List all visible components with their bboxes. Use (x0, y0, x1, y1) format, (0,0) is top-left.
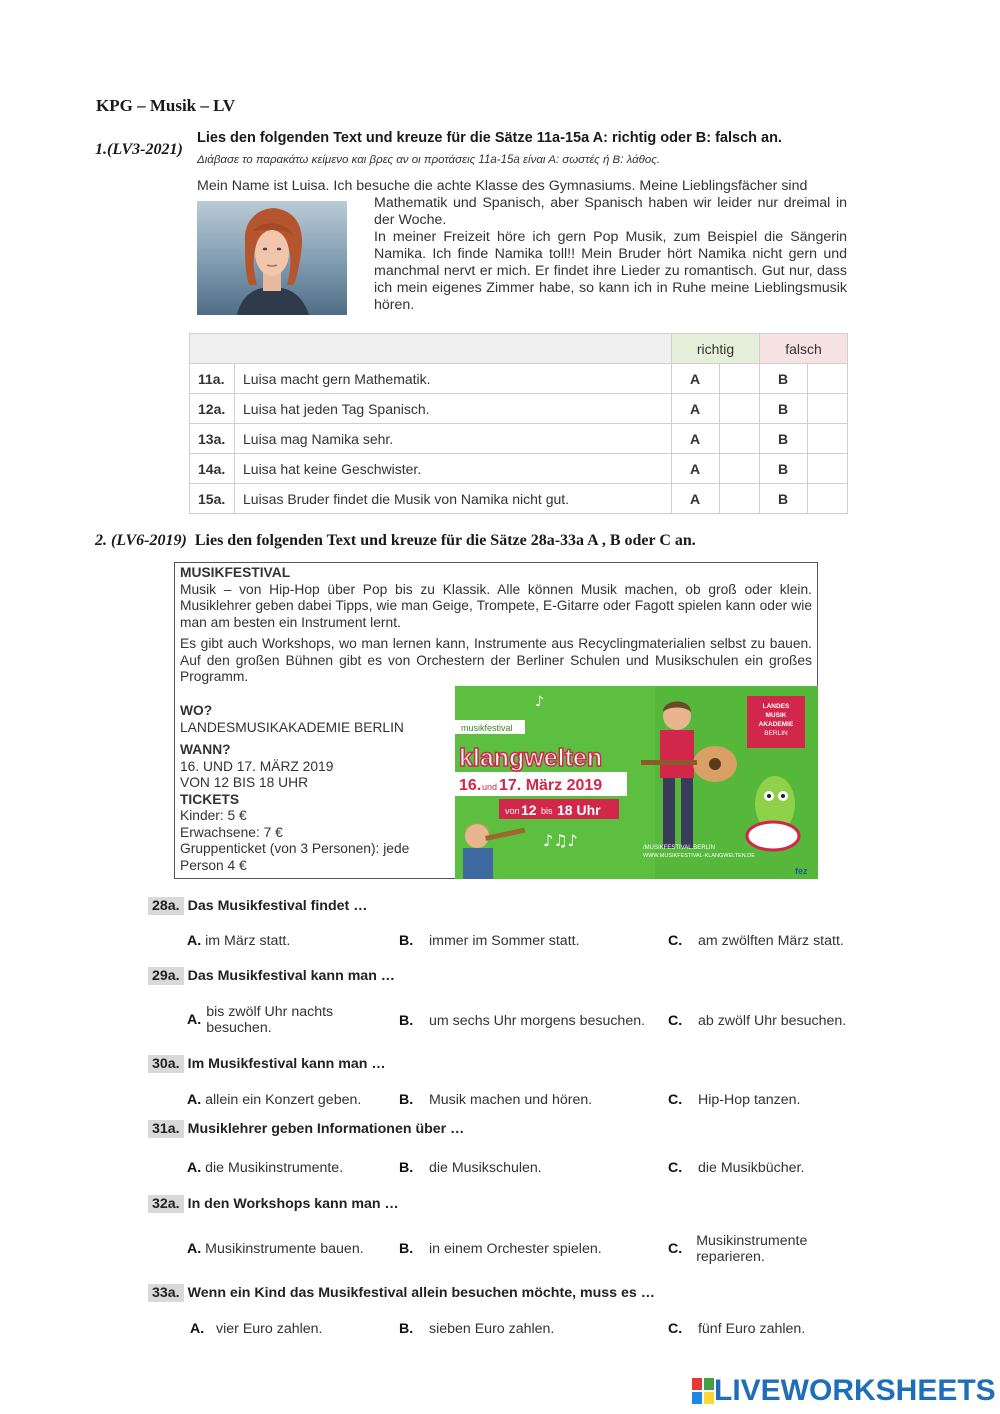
question-number: 30a. (148, 1055, 184, 1073)
exercise-2-number: 2. (LV6-2019) (95, 532, 187, 549)
portrait-photo (197, 201, 347, 315)
question-number: 33a. (148, 1284, 184, 1302)
question-text: Musiklehrer geben Informationen über … (187, 1121, 465, 1137)
poster-date-und: und (482, 782, 498, 792)
tickets-label: TICKETS (180, 791, 240, 807)
festival-title: MUSIKFESTIVAL (180, 565, 291, 580)
liveworksheets-logo (692, 1374, 996, 1408)
option-c[interactable]: C. die Musikbücher. (668, 1160, 805, 1176)
question-text: Wenn ein Kind das Musikfestival allein besuchen möchte, muss es … (187, 1285, 655, 1301)
wann-time: VON 12 BIS 18 UHR (180, 775, 309, 790)
question-text: Das Musikfestival kann man … (187, 968, 395, 984)
page-title: KPG – Musik – LV (96, 96, 236, 115)
ticket-group-price: Person 4 € (180, 857, 247, 873)
poster-big-title: klangwelten (459, 744, 603, 772)
festival-paragraph-2: Es gibt auch Workshops, wo man lernen kann, Instrumente aus Recyclingmaterialien selbst zu bauen. Auf den großen Bühnen gibt es von Orchestern der Berliner Schulen und Musikschulen ein großes Programm. (180, 636, 812, 684)
question-number: 32a. (148, 1195, 184, 1213)
row-statement: Luisa macht gern Mathematik. (235, 364, 672, 394)
answer-box-a[interactable] (720, 454, 760, 484)
answer-box-b[interactable] (808, 424, 848, 454)
option-b-label: B (760, 424, 808, 454)
option-b[interactable]: B. die Musikschulen. (399, 1160, 542, 1176)
question-number: 29a. (148, 967, 184, 985)
poster-org-line4: BERLIN (764, 730, 788, 737)
liveworksheets-logo-text: LIVEWORKSHEETS (714, 1374, 996, 1407)
festival-text (180, 565, 812, 691)
answer-box-a[interactable] (720, 394, 760, 424)
row-number: 12a. (190, 394, 235, 424)
poster-small-title: musikfestival (461, 723, 513, 733)
exercise-1-number: 1.(LV3-2021) (95, 141, 183, 158)
row-number: 13a. (190, 424, 235, 454)
question-heading (148, 1121, 464, 1137)
wann-date: 16. UND 17. MÄRZ 2019 (180, 758, 334, 774)
option-a-label: A (672, 394, 720, 424)
festival-paragraph-1: Musik – von Hip-Hop über Pop bis zu Klassik. Alle können Musik machen, ob groß oder klein. Musiklehrer geben dabei Tipps, wie man Geige, Trompete, E-Gitarre oder Fagott spielen kann oder wie man am besten ein Instrument lernt. (180, 581, 812, 630)
answer-box-a[interactable] (720, 424, 760, 454)
answer-box-b[interactable] (808, 394, 848, 424)
exercise-2-heading (95, 532, 696, 550)
table-row (190, 364, 848, 394)
exercise-1-instruction-greek: Διάβασε το παρακάτω κείμενο και βρες αν οι προτάσεις 11a-15a είναι Α: σωστές ή Β: λάθος. (197, 154, 661, 166)
option-c[interactable]: C. Hip-Hop tanzen. (668, 1092, 801, 1108)
option-b[interactable]: B. in einem Orchester spielen. (399, 1241, 602, 1257)
question-heading (148, 1056, 386, 1072)
option-c[interactable]: C. fünf Euro zahlen. (668, 1321, 806, 1337)
svg-text:♪: ♪ (535, 694, 544, 710)
row-statement: Luisas Bruder findet die Musik von Namika nicht gut. (235, 484, 672, 514)
poster-time-a: 12 (521, 802, 537, 818)
table-row (190, 394, 848, 424)
reading-text-first-line: Mein Name ist Luisa. Ich besuche die achte Klasse des Gymnasiums. Meine Lieblingsfächer sind (197, 178, 808, 194)
ticket-children: Kinder: 5 € (180, 808, 247, 823)
option-c[interactable]: C. am zwölften März statt. (668, 933, 844, 949)
option-b[interactable]: B. Musik machen und hören. (399, 1092, 593, 1108)
option-b[interactable]: B. um sechs Uhr morgens besuchen. (399, 1013, 646, 1029)
poster-org-line2: MUSIK (765, 712, 787, 719)
option-a[interactable]: A. vier Euro zahlen. (190, 1321, 323, 1337)
question-number: 31a. (148, 1120, 184, 1138)
poster-fez-badge: fez (795, 866, 808, 876)
exercise-1-instruction: Lies den folgenden Text und kreuze für die Sätze 11a-15a A: richtig oder B: falsch an. (197, 130, 782, 146)
exercise-2-instruction: Lies den folgenden Text und kreuze für die Sätze 28a-33a A , B oder C an. (194, 532, 696, 549)
row-number: 11a. (190, 364, 235, 394)
option-a-label: A (672, 454, 720, 484)
table-row (190, 484, 848, 514)
festival-details (180, 703, 409, 874)
option-a[interactable]: A. bis zwölf Uhr nachts besuchen. (187, 1004, 334, 1036)
wo-value: LANDESMUSIKAKADEMIE BERLIN (180, 719, 404, 735)
music-notes-icon: ♪♫♪ (543, 831, 578, 850)
option-b-label: B (760, 454, 808, 484)
row-statement: Luisa hat jeden Tag Spanisch. (235, 394, 672, 424)
row-number: 14a. (190, 454, 235, 484)
option-b-label: B (760, 364, 808, 394)
answer-box-b[interactable] (808, 364, 848, 394)
poster-date-a: 16. (459, 777, 482, 794)
poster-website-url: WWW.MUSIKFESTIVAL-KLANGWELTEN.DE (643, 853, 755, 859)
header-richtig: richtig (672, 334, 760, 364)
option-a-label: A (672, 484, 720, 514)
answer-box-a[interactable] (720, 484, 760, 514)
poster-facebook-url: /MUSIKFESTIVAL.BERLIN (643, 845, 715, 851)
header-falsch: falsch (760, 334, 848, 364)
question-heading (148, 898, 367, 914)
option-b-label: B (760, 394, 808, 424)
wann-label: WANN? (180, 742, 231, 757)
table-header-blank (190, 334, 672, 364)
poster-org-line3: AKADEMIE (758, 721, 794, 728)
liveworksheets-logo-icon (692, 1378, 714, 1404)
answer-box-b[interactable] (808, 454, 848, 484)
question-text: Das Musikfestival findet … (187, 898, 368, 914)
true-false-table (189, 333, 848, 514)
option-c[interactable]: C. Musikinstrumente reparieren. (668, 1233, 808, 1265)
option-b-label: B (760, 484, 808, 514)
option-a[interactable]: A. im März statt. (187, 933, 291, 949)
row-statement: Luisa mag Namika sehr. (235, 424, 672, 454)
question-heading (148, 1285, 655, 1301)
option-a[interactable]: A. die Musikinstrumente. (187, 1160, 344, 1176)
reading-text-paragraph-2: In meiner Freizeit höre ich gern Pop Musik, zum Beispiel die Sängerin Namika. Ich finde Namika toll!! Mein Bruder hört Namika nicht gern und manchmal nervt er mich. Er findet ihre Lieder zu romantisch. Gut nur, dass ich mein eigenes Zimmer habe, so kann ich in Ruhe meine Lieblingsmusik hören. (374, 229, 847, 313)
question-heading (148, 968, 395, 984)
poster-date-b: 17. März 2019 (499, 777, 603, 794)
option-a[interactable]: A. allein ein Konzert geben. (187, 1092, 362, 1108)
ticket-adults: Erwachsene: 7 € (180, 824, 283, 840)
poster-time-bis: bis (541, 806, 553, 816)
table-row (190, 454, 848, 484)
table-row (190, 424, 848, 454)
question-heading (148, 1196, 399, 1212)
reading-text (374, 195, 847, 314)
poster-org-line1: LANDES (762, 703, 790, 710)
option-b[interactable]: B. sieben Euro zahlen. (399, 1321, 555, 1337)
answer-box-a[interactable] (720, 364, 760, 394)
option-a-label: A (672, 364, 720, 394)
row-number: 15a. (190, 484, 235, 514)
question-text: Im Musikfestival kann man … (187, 1056, 386, 1072)
option-a-label: A (672, 424, 720, 454)
row-statement: Luisa hat keine Geschwister. (235, 454, 672, 484)
question-text: In den Workshops kann man … (187, 1196, 399, 1212)
poster-time-b: 18 Uhr (557, 802, 601, 818)
reading-text-paragraph-1: Mathematik und Spanisch, aber Spanisch haben wir leider nur dreimal in der Woche. (374, 195, 847, 228)
wo-label: WO? (180, 703, 213, 718)
question-number: 28a. (148, 897, 184, 915)
answer-box-b[interactable] (808, 484, 848, 514)
option-c[interactable]: C. ab zwölf Uhr besuchen. (668, 1013, 847, 1029)
option-a[interactable]: A. Musikinstrumente bauen. (187, 1241, 364, 1257)
festival-poster (455, 686, 818, 879)
option-b[interactable]: B. immer im Sommer statt. (399, 933, 580, 949)
ticket-group: Gruppenticket (von 3 Personen): jede (180, 841, 410, 856)
poster-time-von: von (505, 806, 520, 816)
